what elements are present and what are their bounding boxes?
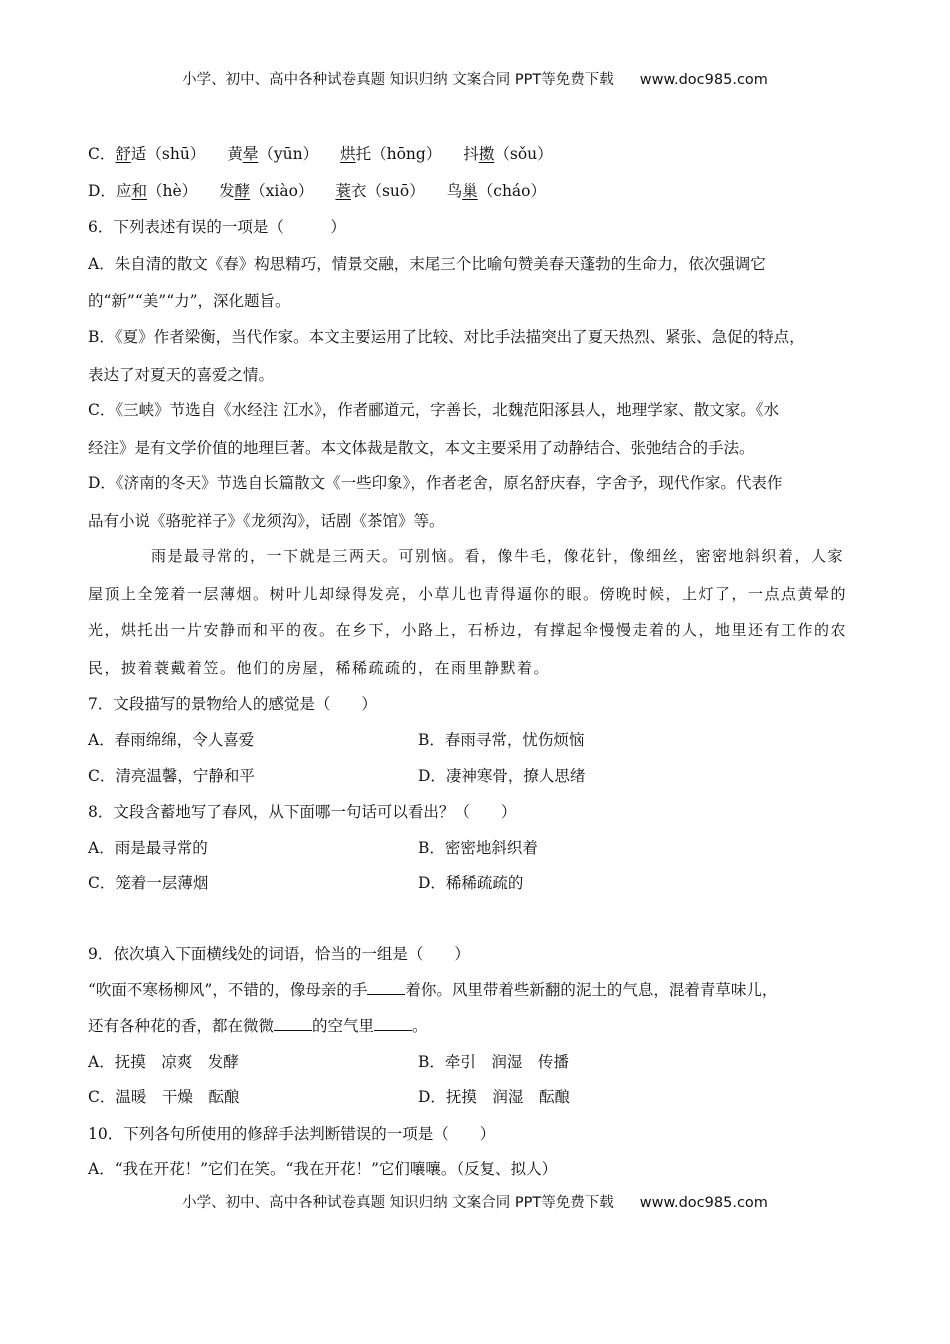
q10-stem: 10．下列各句所使用的修辞手法判断错误的一项是（ ）: [88, 1125, 496, 1143]
q5-c-item-3: 烘托（hōng）: [340, 145, 442, 163]
q8-option-a: A．雨是最寻常的: [88, 839, 208, 857]
passage-line-2: 屋顶上全笼着一层薄烟。树叶儿却绿得发亮，小草儿也青得逼你的眼。傍晚时候，上灯了，一点点黄晕的: [88, 585, 848, 603]
q9-blank-3: [374, 1016, 412, 1031]
q5-d-item-4: 鸟巢（cháo）: [446, 182, 547, 200]
q9-blank-2: [274, 1016, 312, 1031]
q7-stem: 7．文段描写的景物给人的感觉是（ ）: [88, 695, 377, 713]
q6-option-c-line2: 经注》是有文学价值的地理巨著。本文体裁是散文，本文主要采用了动静结合、张弛结合的手法。: [88, 439, 755, 457]
q8-option-d: D．稀稀疏疏的: [418, 874, 524, 892]
q9-text-line2: 还有各种花的香，都在微微 的空气里 。: [88, 1017, 428, 1035]
q6-option-a-line1: A．朱自清的散文《春》构思精巧，情景交融，末尾三个比喻句赞美春天蓬勃的生命力，依次强调它: [88, 255, 766, 273]
q10-option-a: A．“我在开花！”它们在笑。“我在开花！”它们嚷嚷。（反复、拟人）: [88, 1160, 558, 1178]
passage-line-1: 雨是最寻常的，一下就是三两天。可别恼。看，像牛毛，像花针，像细丝，密密地斜织着，人家: [151, 547, 845, 565]
footer-text: 小学、初中、高中各种试卷真题 知识归纳 文案合同 PPT等免费下载: [182, 1195, 614, 1211]
q6-stem: 6．下列表述有误的一项是（ ）: [88, 218, 346, 236]
q9-text-line1: “吹面不寒杨柳风”，不错的，像母亲的手 着你。风里带着些新翻的泥土的气息，混着青草味儿，: [88, 981, 778, 999]
q6-option-c-line1: C．《三峡》节选自《水经注 江水》，作者郦道元，字善长，北魏范阳涿县人，地理学家、散文家。《水: [88, 401, 780, 419]
q5-d-item-2: 发酵（xiào）: [219, 182, 314, 200]
q6-option-d-line2: 品有小说《骆驼祥子》《龙须沟》，话剧《茶馆》等。: [88, 512, 445, 530]
q9-stem: 9．依次填入下面横线处的词语，恰当的一组是（ ）: [88, 945, 470, 963]
q5-c-item-2: 黄晕（yūn）: [227, 145, 319, 163]
q8-option-b: B．密密地斜织着: [418, 839, 538, 857]
q6-option-d-line1: D．《济南的冬天》节选自长篇散文《一些印象》，作者老舍，原名舒庆春，字舍予，现代作家。代表作: [88, 474, 783, 492]
q5-c-item-1: 舒适（shū）: [115, 145, 206, 163]
header-site: www.doc985.com: [639, 72, 768, 88]
q6-option-a-line2: 的“新”“美”“力”，深化题旨。: [88, 292, 291, 310]
q7-option-a: A．春雨绵绵，令人喜爱: [88, 731, 255, 749]
q6-option-b-line1: B．《夏》作者梁衡，当代作家。本文主要运用了比较、对比手法描突出了夏天热烈、紧张、急促的特点，: [88, 328, 805, 346]
q5-option-d: D．应和（hè） 发酵（xiào） 蓑衣（suō） 鸟巢（cháo）: [88, 182, 547, 200]
q5-option-c: C．舒适（shū） 黄晕（yūn） 烘托（hōng） 抖擞（sǒu）: [88, 145, 553, 163]
q5-d-item-1: 应和（hè）: [115, 182, 198, 200]
q8-stem: 8．文段含蓄地写了春风，从下面哪一句话可以看出？（ ）: [88, 803, 517, 821]
page-header: [0, 68, 950, 89]
q9-option-c: C．温暖 干燥 酝酿: [88, 1088, 240, 1106]
passage-line-3: 光，烘托出一片安静而和平的夜。在乡下，小路上，石桥边，有撑起伞慢慢走着的人，地里还有工作的农: [88, 621, 848, 639]
q9-blank-1: [367, 980, 405, 995]
q6-option-b-line2: 表达了对夏天的喜爱之情。: [88, 366, 275, 384]
q7-option-b: B．春雨寻常，忧伤烦恼: [418, 731, 585, 749]
passage-line-4: 民，披着蓑戴着笠。他们的房屋，稀稀疏疏的，在雨里静默着。: [88, 659, 551, 677]
q9-option-a: A．抚摸 凉爽 发酵: [88, 1053, 239, 1071]
q7-option-c: C．清亮温馨，宁静和平: [88, 767, 255, 785]
q7-option-d: D．凄神寒骨，撩人思绪: [418, 767, 586, 785]
q5-c-item-4: 抖擞（sǒu）: [463, 145, 553, 163]
page-footer: [0, 1191, 950, 1212]
q9-option-b: B．牵引 润湿 传播: [418, 1053, 569, 1071]
q5-d-item-3: 蓑衣（suō）: [335, 182, 425, 200]
q8-option-c: C．笼着一层薄烟: [88, 874, 209, 892]
q9-option-d: D．抚摸 润湿 酝酿: [418, 1088, 570, 1106]
header-text: 小学、初中、高中各种试卷真题 知识归纳 文案合同 PPT等免费下载: [182, 72, 614, 88]
footer-site: www.doc985.com: [639, 1195, 768, 1211]
